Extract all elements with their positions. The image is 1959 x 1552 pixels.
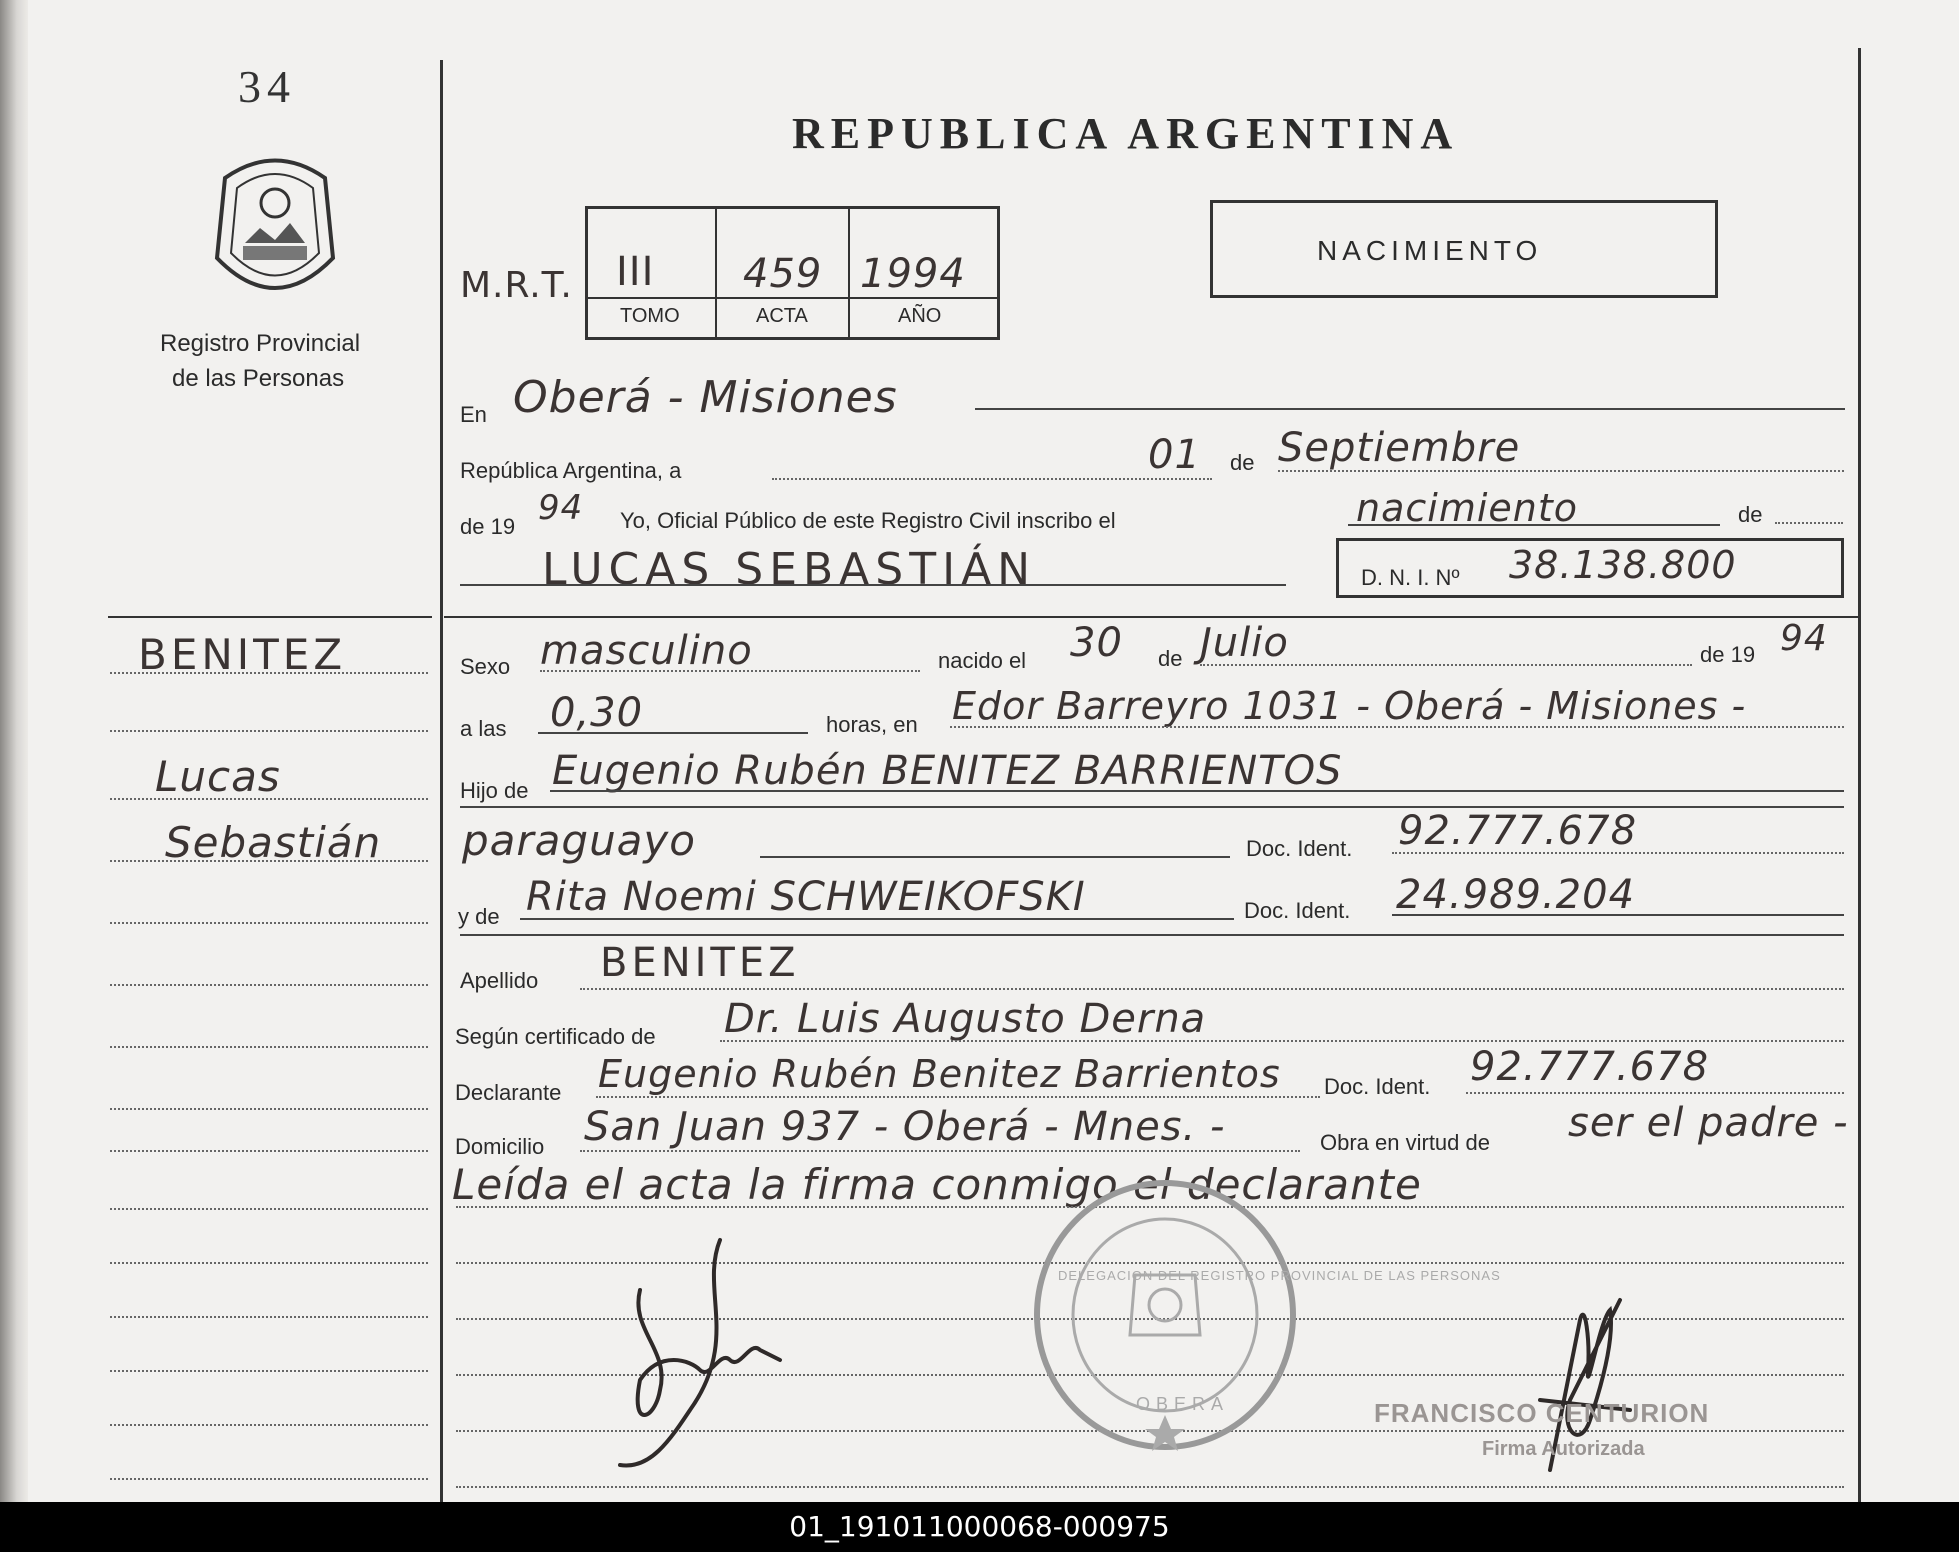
record-box (585, 206, 1000, 340)
margin-line (110, 1424, 428, 1426)
value-birth-day: 30 (1070, 620, 1123, 666)
label-declarante: Declarante (455, 1080, 562, 1105)
doc-type-label: NACIMIENTO (1317, 235, 1543, 266)
line-act-end (1775, 522, 1843, 524)
margin-line (110, 1478, 428, 1480)
value-act: nacimiento (1356, 486, 1579, 530)
label-apellido: Apellido (460, 968, 539, 993)
official-title: Firma Autorizada (1482, 1438, 1645, 1460)
acta-value: 459 (743, 251, 823, 297)
line-day (772, 478, 1212, 480)
value-dni: 38.138.800 (1509, 543, 1737, 587)
value-birth-place: Edor Barreyro 1031 - Oberá - Misiones - (952, 684, 1747, 728)
official-name: FRANCISCO CENTURION (1374, 1398, 1710, 1428)
registry-line-1: Registro Provincial (160, 330, 361, 357)
label-sexo: Sexo (460, 654, 511, 679)
margin-line (110, 860, 428, 862)
margin-line (110, 1370, 428, 1372)
stamp-text-top: DELEGACION DEL REGISTRO PROVINCIAL DE LAS PERSONAS (1058, 1268, 1501, 1283)
dni-box (1336, 538, 1844, 598)
file-id-caption: 01_191011000068-000975 (0, 1502, 1959, 1552)
margin-surname: BENITEZ (138, 630, 347, 679)
label-en: En (460, 402, 487, 427)
value-mother: Rita Noemi SCHWEIKOFSKI (526, 874, 1086, 920)
value-declarant-doc: 92.777.678 (1470, 1044, 1710, 1090)
label-dni: D. N. I. Nº (1361, 565, 1460, 590)
ano-value: 1994 (860, 251, 966, 297)
margin-line (110, 672, 428, 674)
label-domicilio: Domicilio (455, 1134, 545, 1159)
acta-label: ACTA (756, 305, 808, 327)
label-de19: de 19 (460, 514, 516, 539)
label-yo: Yo, Oficial Público de este Registro Civil inscribo el (620, 508, 1116, 533)
value-time: 0,30 (550, 690, 644, 736)
value-declarant: Eugenio Rubén Benitez Barrientos (598, 1052, 1281, 1096)
margin-line (110, 1316, 428, 1318)
line-parents-end (460, 934, 1844, 936)
ano-label: AÑO (898, 305, 942, 327)
value-father: Eugenio Rubén BENITEZ BARRIENTOS (552, 748, 1343, 794)
value-sex: masculino (540, 628, 753, 674)
column-divider (440, 60, 443, 1502)
page-number: 34 (238, 61, 296, 112)
value-name: LUCAS SEBASTIÁN (542, 544, 1037, 595)
label-de-month: de (1230, 450, 1255, 475)
line-act (1348, 524, 1720, 526)
value-father-nationality: paraguayo (462, 816, 696, 865)
body-line (456, 1486, 1844, 1488)
margin-given-2: Sebastián (165, 818, 382, 867)
line-time (538, 732, 808, 734)
line-place (975, 408, 1845, 410)
label-de-act: de (1738, 502, 1763, 527)
label-horas: horas, en (826, 712, 918, 737)
label-alas: a las (460, 716, 507, 741)
label-doc-ident-father: Doc. Ident. (1246, 836, 1353, 861)
margin-line (110, 798, 428, 800)
line-mother (520, 918, 1234, 920)
margin-line (110, 1208, 428, 1210)
margin-line (110, 1262, 428, 1264)
registry-line-2: de las Personas (172, 365, 345, 392)
label-republica: República Argentina, a (460, 458, 682, 483)
label-hijo: Hijo de (460, 778, 529, 803)
doc-type-box (1210, 200, 1718, 298)
stamp-text-bottom: OBERA (1136, 1394, 1230, 1414)
label-obra: Obra en virtud de (1320, 1130, 1490, 1155)
mrt-label: M.R.T. (460, 265, 573, 306)
margin-line (110, 984, 428, 986)
margin-line (110, 922, 428, 924)
value-address: San Juan 937 - Oberá - Mnes. - (584, 1104, 1226, 1150)
declarant-signature (600, 1230, 800, 1480)
province-seal-logo (205, 148, 345, 308)
value-month: Septiembre (1278, 425, 1521, 471)
line-father-doc (1392, 852, 1844, 854)
label-doc-ident-mother: Doc. Ident. (1244, 898, 1351, 923)
margin-line (110, 1150, 428, 1152)
value-by-virtue: ser el padre - (1568, 1100, 1849, 1146)
line-nationality (760, 856, 1230, 858)
value-closing: Leída el acta la firma conmigo el declarante (452, 1160, 1422, 1209)
margin-line (110, 1108, 428, 1110)
name-section-divider (444, 616, 1858, 618)
line-month (1278, 470, 1844, 472)
margin-line (110, 1046, 428, 1048)
line-declarant (596, 1096, 1320, 1098)
line-name (460, 584, 1286, 586)
tomo-value: III (616, 249, 655, 295)
line-address (580, 1150, 1300, 1152)
margin-given-1: Lucas (155, 752, 281, 801)
line-father (550, 790, 1844, 792)
line-birth-month (1200, 664, 1692, 666)
value-birth-year: 94 (1780, 618, 1828, 659)
margin-line (110, 730, 428, 732)
label-de-birth: de (1158, 646, 1183, 671)
binding-edge (0, 0, 28, 1502)
label-segun: Según certificado de (455, 1024, 656, 1049)
value-place: Oberá - Misiones (513, 372, 898, 423)
margin-divider (108, 616, 432, 618)
label-nacido: nacido el (938, 648, 1027, 673)
value-birth-month: Julio (1200, 620, 1289, 666)
value-year-suffix: 94 (538, 488, 584, 528)
value-mother-doc: 24.989.204 (1396, 872, 1636, 918)
label-doc-ident-declarant: Doc. Ident. (1324, 1074, 1431, 1099)
line-surname (580, 988, 1844, 990)
line-declarant-doc (1466, 1092, 1844, 1094)
line-mother-doc (1392, 914, 1844, 916)
line-birth-place (950, 726, 1844, 728)
line-certificate (720, 1040, 1844, 1042)
tomo-label: TOMO (620, 305, 680, 327)
right-border (1858, 48, 1861, 1502)
value-day: 01 (1148, 432, 1201, 478)
label-de-19-birth: de 19 (1700, 642, 1756, 667)
label-yde: y de (458, 904, 500, 929)
line-sex (540, 670, 920, 672)
value-father-doc: 92.777.678 (1398, 808, 1638, 854)
value-certificate: Dr. Luis Augusto Derna (724, 996, 1207, 1042)
country-heading: REPUBLICA ARGENTINA (792, 109, 1460, 158)
value-surname: BENITEZ (600, 940, 800, 986)
